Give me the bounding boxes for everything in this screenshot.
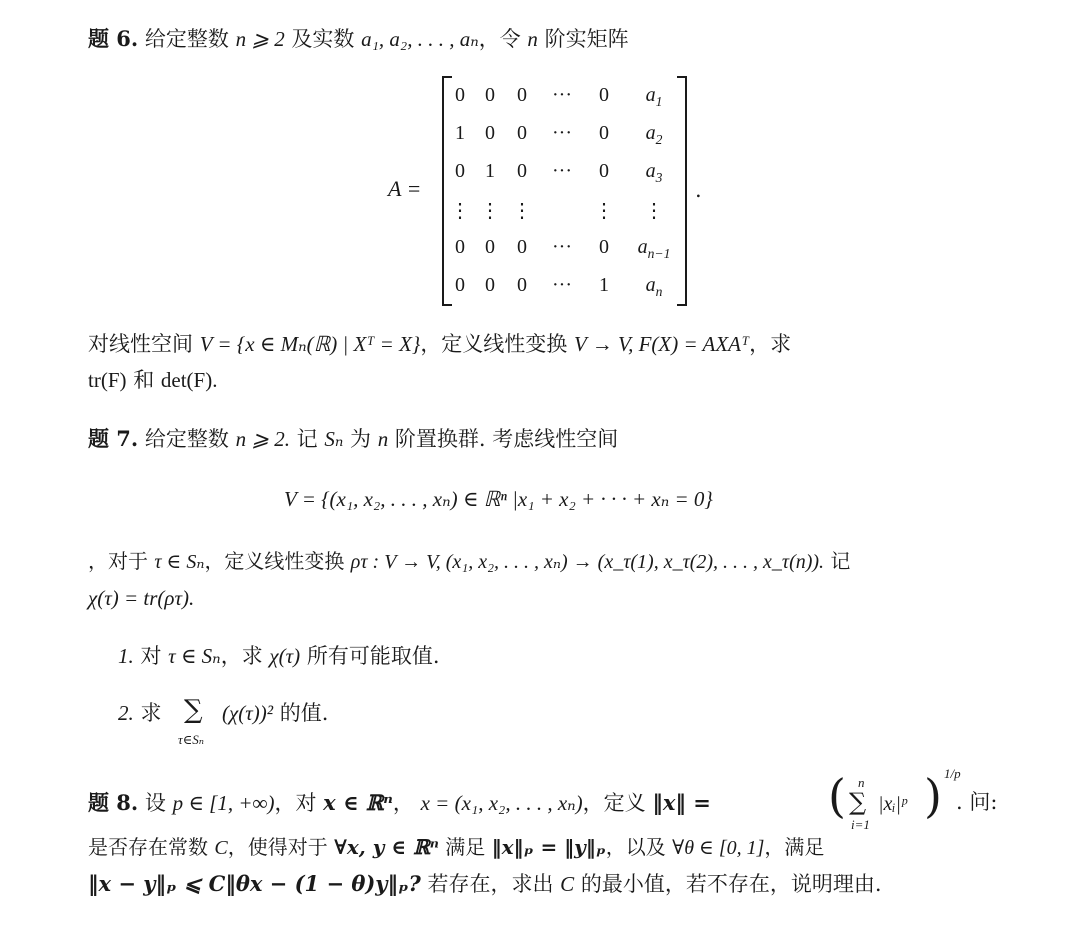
- problem-7-question-2: [118, 703, 161, 724]
- matrix-cell: $a_{n-1}$: [637, 236, 671, 261]
- problem-7-label: 题 7.: [88, 426, 139, 451]
- matrix-cell: 0: [517, 274, 527, 296]
- matrix-cell: ···: [552, 236, 572, 258]
- text: ，定义: [582, 791, 646, 815]
- matrix-cell: 0: [517, 160, 527, 182]
- matrix-cell: 0: [599, 236, 609, 258]
- problem-6-label: 题 6.: [88, 26, 139, 51]
- math: ‖x − y‖ₚ ⩽ C‖θx − (1 − θ)y‖ₚ?: [88, 871, 421, 896]
- matrix-right-bracket: [677, 76, 687, 306]
- matrix-cell: 0: [599, 84, 609, 106]
- problem-6-line-2: [88, 334, 791, 355]
- math: n: [527, 27, 538, 51]
- text: ，定义线性变换: [420, 332, 568, 356]
- matrix-cell: ⋮: [450, 200, 470, 222]
- math: ∀x, y ∈ ℝⁿ: [334, 835, 439, 859]
- text: 求: [140, 701, 162, 725]
- math: n ⩾ 2: [235, 27, 285, 51]
- text: 满足: [445, 835, 486, 859]
- matrix-cell: 1: [599, 274, 609, 296]
- matrix-cell: $a_3$: [645, 160, 663, 185]
- math: p ∈ [1, +∞): [172, 791, 275, 815]
- text: 阶实矩阵: [544, 27, 629, 51]
- text: 的最小值，若不存在，说明理由.: [580, 872, 882, 896]
- text: ，对于: [88, 549, 148, 573]
- matrix-cell: 0: [485, 122, 495, 144]
- sum-term: |xᵢ|ᵖ: [878, 793, 907, 815]
- list-number: 2.: [118, 701, 134, 725]
- text: 记: [296, 427, 318, 451]
- text: 给定整数: [144, 427, 229, 451]
- text: ，求: [220, 644, 263, 668]
- problem-8-line-1: [88, 792, 711, 814]
- left-paren: (: [828, 769, 846, 823]
- problem-7-line-1: [88, 428, 618, 450]
- matrix-cell: 0: [517, 84, 527, 106]
- text: 及实数: [291, 27, 355, 51]
- matrix-cell: 1: [485, 160, 495, 182]
- matrix-cell: ···: [552, 122, 572, 144]
- math: Sₙ: [324, 427, 344, 451]
- norm-exponent: 1/p: [944, 766, 961, 781]
- matrix-cell: ⋮: [594, 200, 614, 222]
- matrix-cell: 0: [517, 236, 527, 258]
- text: 和: [133, 368, 155, 392]
- text: ，满足: [764, 835, 825, 859]
- sum-upper-limit: n: [858, 775, 865, 790]
- math: det(F).: [160, 368, 218, 392]
- matrix-cell: 0: [455, 236, 465, 258]
- text: 阶置换群. 考虑线性空间: [394, 427, 619, 451]
- math: χ(τ): [269, 644, 301, 668]
- text: 对: [140, 644, 162, 668]
- math: V = {x ∈ Mₙ(ℝ) | Xᵀ = X}: [199, 332, 421, 356]
- text: 是否存在常数: [88, 835, 208, 859]
- text: 记: [830, 549, 851, 573]
- matrix-cell: 1: [455, 122, 465, 144]
- summation-subscript: τ∈Sₙ: [178, 732, 205, 747]
- problem-7-question-1: [118, 646, 440, 667]
- matrix-cell: 0: [485, 274, 495, 296]
- text: ，以及: [605, 835, 666, 859]
- matrix-cell: ⋮: [480, 200, 500, 222]
- matrix-cell: $a_n$: [645, 274, 663, 299]
- matrix-cell: 0: [485, 236, 495, 258]
- matrix-cell: 0: [485, 84, 495, 106]
- math: a₁, a₂, . . . , aₙ: [361, 27, 479, 51]
- problem-7-line-3: [88, 551, 850, 572]
- matrix-cell: 0: [455, 84, 465, 106]
- math: ρτ : V → V, (x₁, x₂, . . . , xₙ) → (x_τ(1), x_τ(2), . . . , x_τ(n)).: [350, 551, 825, 573]
- math: V → V, F(X) = AXAᵀ: [574, 332, 750, 356]
- text: 所有可能取值.: [306, 644, 440, 668]
- math: τ ∈ Sₙ: [154, 551, 205, 573]
- summation-sign: ∑: [849, 788, 867, 816]
- text: 的值.: [279, 701, 329, 725]
- math: tr(F): [88, 368, 127, 392]
- text: 设: [144, 791, 166, 815]
- math: ‖x‖ =: [652, 790, 711, 815]
- sum-lower-limit: i=1: [851, 817, 870, 832]
- problem-8-question: . 问:: [956, 790, 998, 814]
- text: 对线性空间: [88, 332, 193, 356]
- math: ∀θ ∈ [0, 1]: [672, 837, 765, 859]
- problem-8-label: 题 8.: [88, 790, 139, 815]
- problem-6-line-1: [88, 28, 629, 50]
- text: ，使得对于: [227, 835, 328, 859]
- text: 为: [350, 427, 372, 451]
- math: x ∈ ℝⁿ: [323, 790, 393, 815]
- matrix-cell: $a_2$: [645, 122, 663, 147]
- list-number: 1.: [118, 644, 134, 668]
- math: n: [377, 427, 389, 451]
- problem-7-chi-definition: χ(τ) = tr(ρτ).: [88, 586, 195, 610]
- text: 若存在，求出: [427, 872, 554, 896]
- matrix-lhs: A =: [388, 176, 422, 201]
- matrix-left-bracket: [442, 76, 452, 306]
- matrix-cell: 0: [599, 122, 609, 144]
- matrix-cell: 0: [455, 160, 465, 182]
- text: ，定义线性变换: [204, 549, 345, 573]
- matrix-period: .: [695, 178, 702, 202]
- math: (χ(τ))²: [222, 701, 274, 725]
- problem-8-line-3: [88, 873, 882, 895]
- text: ，令: [478, 27, 521, 51]
- matrix-A: [442, 76, 687, 306]
- text: ，: [392, 791, 414, 815]
- summation-sign: ∑: [184, 695, 203, 725]
- math: ‖x‖ₚ = ‖y‖ₚ: [491, 835, 606, 859]
- text: ，对: [274, 791, 317, 815]
- math: n ⩾ 2.: [235, 427, 290, 451]
- matrix-cell: $a_1$: [645, 84, 663, 109]
- matrix-cell: ⋮: [644, 200, 664, 222]
- problem-7-display-equation: V = {(x₁, x₂, . . . , xₙ) ∈ ℝⁿ |x₁ + x₂ + · · · + xₙ = 0}: [284, 487, 713, 511]
- matrix-cell: ···: [552, 160, 572, 182]
- problem-7-question-2-expr: [222, 703, 328, 724]
- matrix-cell: 0: [455, 274, 465, 296]
- problem-8-line-2: [88, 837, 824, 858]
- matrix-cell: 0: [599, 160, 609, 182]
- text: ，求: [749, 332, 792, 356]
- matrix-cell: ···: [552, 274, 572, 296]
- math: C: [560, 872, 575, 896]
- math: x = (x₁, x₂, . . . , xₙ): [420, 791, 583, 815]
- matrix-cell: ···: [552, 84, 572, 106]
- right-paren: ): [924, 769, 942, 823]
- math: τ ∈ Sₙ: [168, 644, 221, 668]
- matrix-cell: ⋮: [512, 200, 532, 222]
- math: C: [214, 837, 228, 859]
- matrix-cell: 0: [517, 122, 527, 144]
- text: 给定整数: [144, 27, 229, 51]
- problem-6-line-3: [88, 370, 217, 391]
